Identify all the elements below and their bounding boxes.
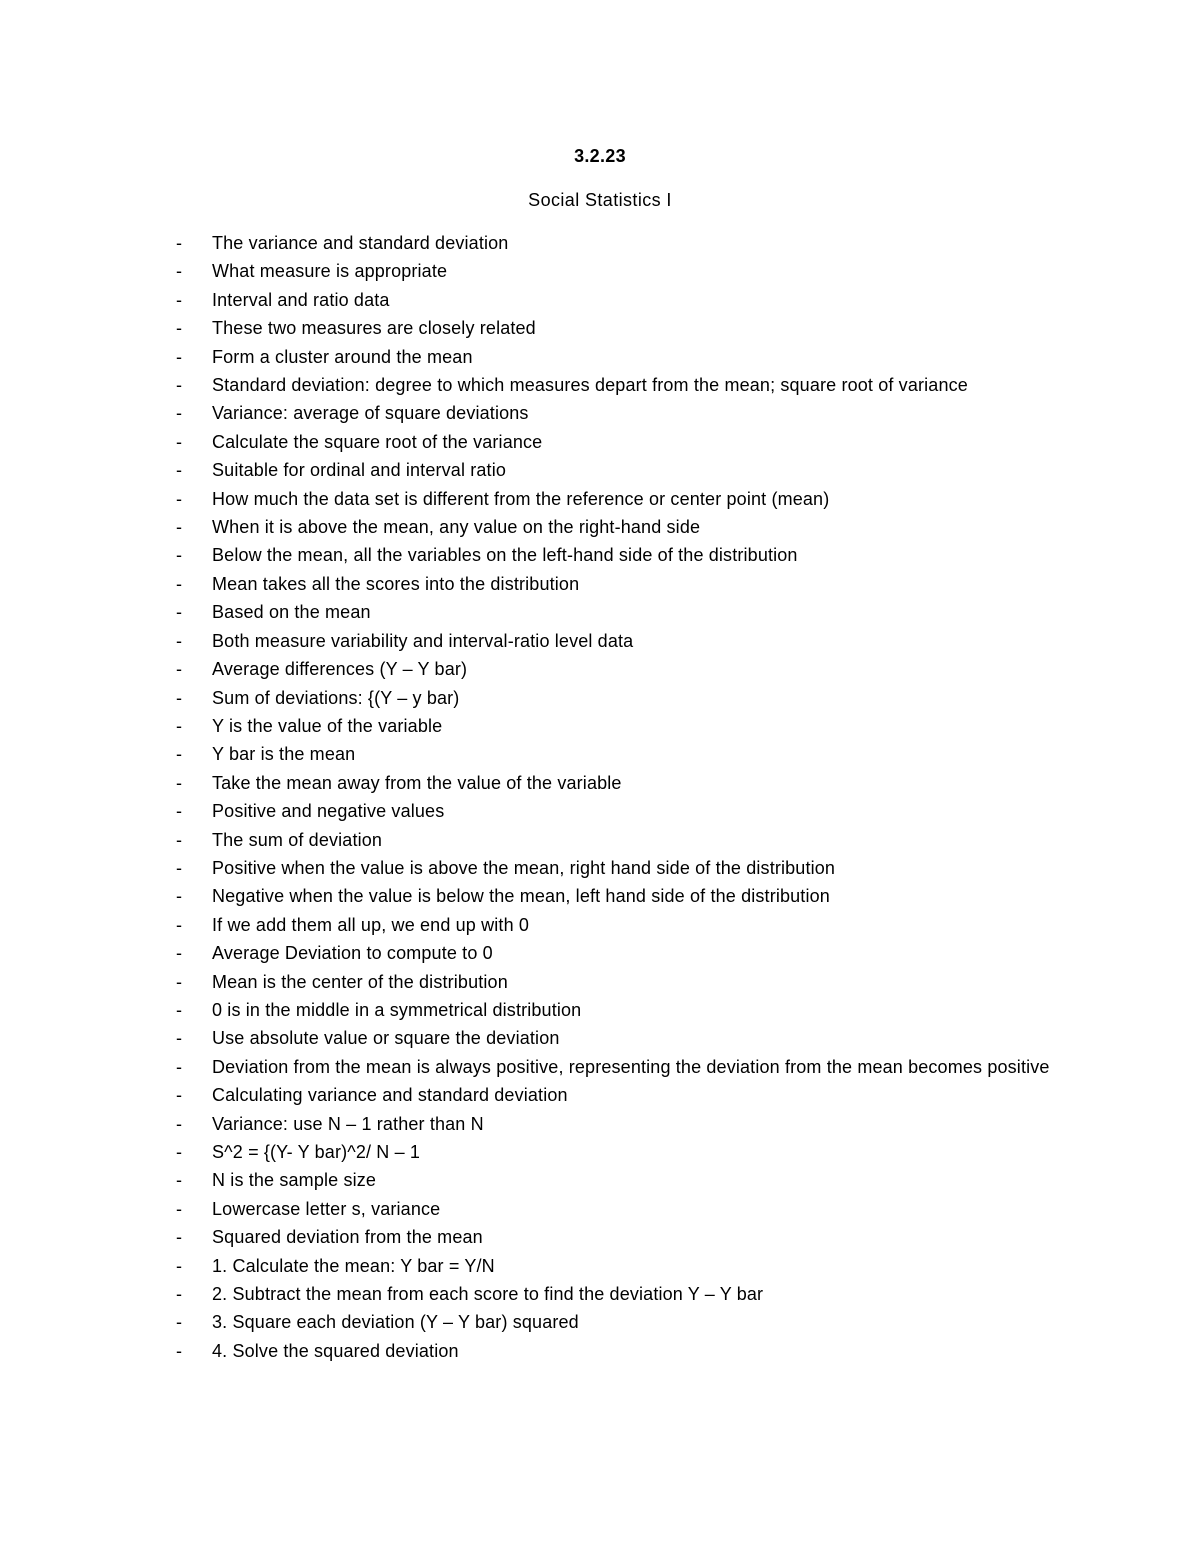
note-item — [0, 826, 1200, 854]
note-text: These two measures are closely related — [212, 318, 536, 339]
note-item — [0, 286, 1200, 314]
note-text: What measure is appropriate — [212, 261, 448, 282]
note-text: The variance and standard deviation — [212, 233, 509, 253]
note-item — [0, 1308, 1200, 1336]
bullet-dash: - — [176, 630, 182, 651]
bullet-dash: - — [176, 1340, 182, 1361]
bullet-dash: - — [176, 1227, 182, 1248]
note-text: 4. Solve the squared deviation — [212, 1340, 459, 1361]
note-item — [0, 371, 1200, 399]
bullet-dash: - — [176, 999, 182, 1020]
note-text: Positive when the value is above the mean, right hand side of the distribution — [212, 857, 836, 878]
note-text: 1. Calculate the mean: Y bar = Y/N — [212, 1255, 495, 1276]
note-item — [0, 684, 1200, 712]
note-item — [0, 314, 1200, 342]
bullet-dash: - — [176, 573, 182, 594]
note-item — [0, 996, 1200, 1024]
note-item — [0, 854, 1200, 882]
note-text: Both measure variability and interval-ratio level data — [212, 630, 634, 651]
note-text: N is the sample size — [212, 1170, 377, 1191]
bullet-dash: - — [176, 318, 182, 339]
note-text: 3. Square each deviation (Y – Y bar) squared — [212, 1312, 579, 1333]
bullet-dash: - — [176, 1113, 182, 1134]
note-item — [0, 1110, 1200, 1138]
note-text: If we add them all up, we end up with 0 — [212, 914, 530, 935]
note-text: Suitable for ordinal and interval ratio — [212, 460, 507, 481]
note-item — [0, 1337, 1200, 1365]
bullet-dash: - — [176, 886, 182, 907]
note-text: Average Deviation to compute to 0 — [212, 943, 493, 964]
bullet-dash: - — [176, 346, 182, 367]
note-text: Calculating variance and standard deviation — [212, 1085, 568, 1106]
note-item — [0, 1053, 1200, 1081]
bullet-dash: - — [176, 375, 182, 396]
bullet-dash: - — [176, 460, 182, 481]
notes-list — [0, 229, 1200, 1365]
bullet-dash: - — [176, 772, 182, 793]
note-text: Y is the value of the variable — [212, 715, 443, 736]
note-item — [0, 428, 1200, 456]
bullet-dash: - — [176, 914, 182, 935]
note-item — [0, 911, 1200, 939]
note-text: Deviation from the mean is always positive, representing the deviation from the mean becomes positive — [212, 1056, 1050, 1077]
course-title: Social Statistics I — [528, 190, 672, 210]
note-text: S^2 = {(Y- Y bar)^2/ N – 1 — [212, 1142, 421, 1162]
note-text: Form a cluster around the mean — [212, 346, 473, 367]
bullet-dash: - — [176, 687, 182, 708]
note-text: Variance: average of square deviations — [212, 403, 529, 424]
bullet-dash: - — [176, 1198, 182, 1219]
bullet-dash: - — [176, 545, 182, 566]
note-item — [0, 1024, 1200, 1052]
bullet-dash: - — [176, 1170, 182, 1191]
bullet-dash: - — [176, 1142, 182, 1162]
bullet-dash: - — [176, 1056, 182, 1077]
bullet-dash: - — [176, 715, 182, 736]
bullet-dash: - — [176, 431, 182, 452]
bullet-dash: - — [176, 801, 182, 822]
bullet-dash: - — [176, 1085, 182, 1106]
note-item — [0, 797, 1200, 825]
note-text: Use absolute value or square the deviation — [212, 1028, 560, 1049]
note-text: Y bar is the mean — [212, 744, 356, 765]
bullet-dash: - — [176, 403, 182, 424]
note-item — [0, 740, 1200, 768]
document-date: 3.2.23 — [574, 146, 626, 166]
bullet-dash: - — [176, 1028, 182, 1049]
bullet-dash: - — [176, 659, 182, 680]
note-item — [0, 627, 1200, 655]
note-text: 0 is in the middle in a symmetrical distribution — [212, 999, 582, 1020]
note-text: Variance: use N – 1 rather than N — [212, 1113, 484, 1134]
note-item — [0, 1138, 1200, 1166]
note-text: Based on the mean — [212, 602, 371, 623]
bullet-dash: - — [176, 943, 182, 964]
bullet-dash: - — [176, 857, 182, 878]
note-item — [0, 456, 1200, 484]
note-text: Negative when the value is below the mean, left hand side of the distribution — [212, 886, 830, 907]
note-text: How much the data set is different from the reference or center point (mean) — [212, 488, 830, 509]
note-item — [0, 939, 1200, 967]
note-item — [0, 769, 1200, 797]
note-item — [0, 485, 1200, 513]
note-item — [0, 1081, 1200, 1109]
bullet-dash: - — [176, 829, 182, 850]
note-item — [0, 399, 1200, 427]
note-text: Squared deviation from the mean — [212, 1227, 483, 1248]
bullet-dash: - — [176, 488, 182, 509]
note-item — [0, 513, 1200, 541]
bullet-dash: - — [176, 233, 182, 253]
note-item — [0, 968, 1200, 996]
note-item — [0, 1195, 1200, 1223]
note-item — [0, 712, 1200, 740]
bullet-dash: - — [176, 1255, 182, 1276]
note-text: Standard deviation: degree to which measures depart from the mean; square root of variance — [212, 375, 968, 396]
note-item — [0, 257, 1200, 285]
note-text: Lowercase letter s, variance — [212, 1198, 441, 1219]
bullet-dash: - — [176, 602, 182, 623]
bullet-dash: - — [176, 289, 182, 310]
note-item — [0, 1280, 1200, 1308]
note-item — [0, 598, 1200, 626]
bullet-dash: - — [176, 971, 182, 992]
note-text: Take the mean away from the value of the variable — [212, 772, 622, 793]
note-text: When it is above the mean, any value on the right-hand side — [212, 517, 701, 538]
note-item — [0, 570, 1200, 598]
bullet-dash: - — [176, 1284, 182, 1305]
note-item — [0, 1252, 1200, 1280]
note-item — [0, 882, 1200, 910]
note-text: Interval and ratio data — [212, 289, 390, 310]
note-text: 2. Subtract the mean from each score to find the deviation Y – Y bar — [212, 1284, 764, 1305]
note-item — [0, 343, 1200, 371]
note-text: Below the mean, all the variables on the left-hand side of the distribution — [212, 545, 798, 566]
note-item — [0, 655, 1200, 683]
note-item — [0, 1223, 1200, 1251]
note-text: Average differences (Y – Y bar) — [212, 659, 468, 680]
bullet-dash: - — [176, 517, 182, 538]
note-item — [0, 229, 1200, 257]
bullet-dash: - — [176, 261, 182, 282]
note-text: Positive and negative values — [212, 801, 445, 822]
note-text: Mean is the center of the distribution — [212, 971, 508, 992]
note-item — [0, 541, 1200, 569]
note-text: The sum of deviation — [212, 829, 383, 850]
note-text: Calculate the square root of the variance — [212, 431, 543, 452]
bullet-dash: - — [176, 1312, 182, 1333]
note-text: Mean takes all the scores into the distribution — [212, 573, 580, 594]
bullet-dash: - — [176, 744, 182, 765]
note-text: Sum of deviations: {(Y – y bar) — [212, 687, 460, 708]
note-item — [0, 1166, 1200, 1194]
